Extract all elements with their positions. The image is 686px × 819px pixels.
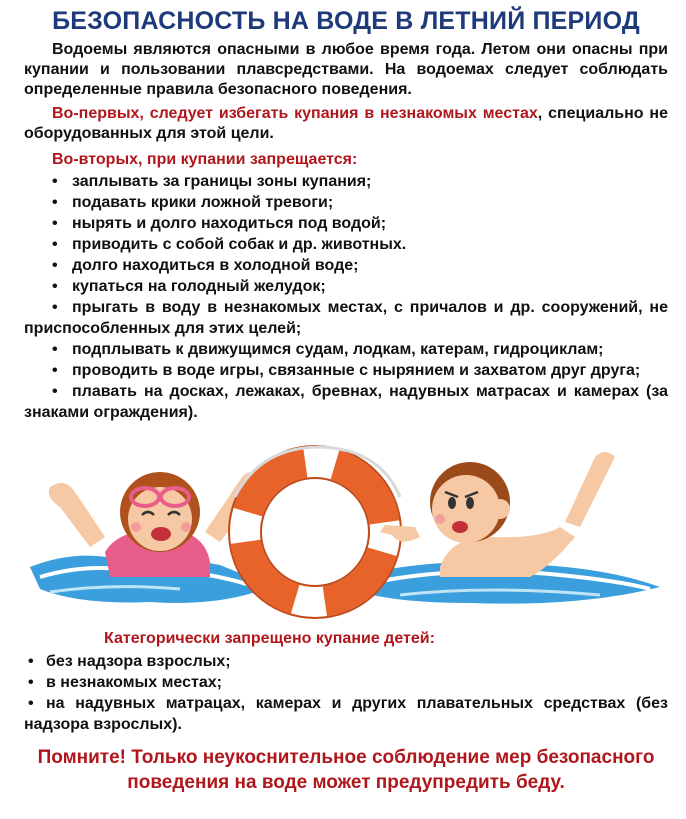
list-item-text: прыгать в воду в незнакомых местах, с причалов и др. сооружений, не приспособленных для этих целей; xyxy=(24,299,668,337)
bullet: • xyxy=(52,299,58,316)
bullet: • xyxy=(52,173,58,190)
list-item-text: проводить в воде игры, связанные с нырянием и захватом друг друга; xyxy=(72,362,641,379)
bullet: • xyxy=(52,278,58,295)
list-item xyxy=(24,693,668,735)
drowning-children-illustration xyxy=(20,437,670,627)
categorical-list xyxy=(24,651,668,735)
intro-paragraph: Водоемы являются опасными в любое время года. Летом они опасны при купании и пользовании плавсредствами. На водоемах следует соблюдать определенные правила безопасного поведения. xyxy=(24,41,668,98)
list-item-text: нырять и долго находиться под водой; xyxy=(72,215,387,232)
bullet: • xyxy=(52,215,58,232)
list-item xyxy=(24,276,668,297)
page-title: БЕЗОПАСНОСТЬ НА ВОДЕ В ЛЕТНИЙ ПЕРИОД xyxy=(52,7,640,35)
list-item-text: долго находиться в холодной воде; xyxy=(72,257,359,274)
list-item-text: на надувных матрацах, камерах и других плавательных средствах (без надзора взрослых). xyxy=(24,695,668,733)
list-item-text: приводить с собой собак и др. животных. xyxy=(72,236,407,253)
prohibited-heading: Во-вторых, при купании запрещается: xyxy=(52,151,358,168)
list-item-text: купаться на голодный желудок; xyxy=(72,278,326,295)
bullet: • xyxy=(52,194,58,211)
list-item xyxy=(24,672,668,693)
categorical-heading: Категорически запрещено купание детей: xyxy=(104,630,435,647)
list-item xyxy=(24,651,668,672)
list-item xyxy=(24,213,668,234)
reminder-text: Помните! Только неукоснительное соблюдение мер безопасного поведения на воде может предупредить беду. xyxy=(37,747,655,793)
list-item-text: без надзора взрослых; xyxy=(46,653,231,670)
list-item xyxy=(24,234,668,255)
bullet: • xyxy=(28,695,34,712)
list-item xyxy=(24,297,668,339)
first-rule-rest: , специально не оборудованных для этой цели. xyxy=(24,105,668,142)
bullet: • xyxy=(52,236,58,253)
list-item xyxy=(24,360,668,381)
illustration-svg xyxy=(20,437,670,627)
lifebuoy-icon xyxy=(229,446,401,618)
bullet: • xyxy=(28,674,34,691)
bullet: • xyxy=(52,383,58,400)
bullet: • xyxy=(52,341,58,358)
list-item xyxy=(24,192,668,213)
list-item xyxy=(24,339,668,360)
drowning-boy-icon xyxy=(380,452,615,577)
list-item-text: подавать крики ложной тревоги; xyxy=(72,194,334,211)
prohibited-list xyxy=(24,171,668,423)
bullet: • xyxy=(52,257,58,274)
list-item-text: плавать на досках, лежаках, бревнах, надувных матрасах и камерах (за знаками ограждения). xyxy=(24,383,668,421)
list-item xyxy=(24,255,668,276)
list-item xyxy=(24,171,668,192)
first-rule-highlight: Во-первых, следует избегать купания в незнакомых местах xyxy=(52,105,538,122)
list-item-text: подплывать к движущимся судам, лодкам, катерам, гидроциклам; xyxy=(72,341,604,358)
list-item xyxy=(24,381,668,423)
first-rule-paragraph xyxy=(24,104,668,144)
bullet: • xyxy=(52,362,58,379)
list-item-text: заплывать за границы зоны купания; xyxy=(72,173,372,190)
list-item-text: в незнакомых местах; xyxy=(46,674,222,691)
bullet: • xyxy=(28,653,34,670)
